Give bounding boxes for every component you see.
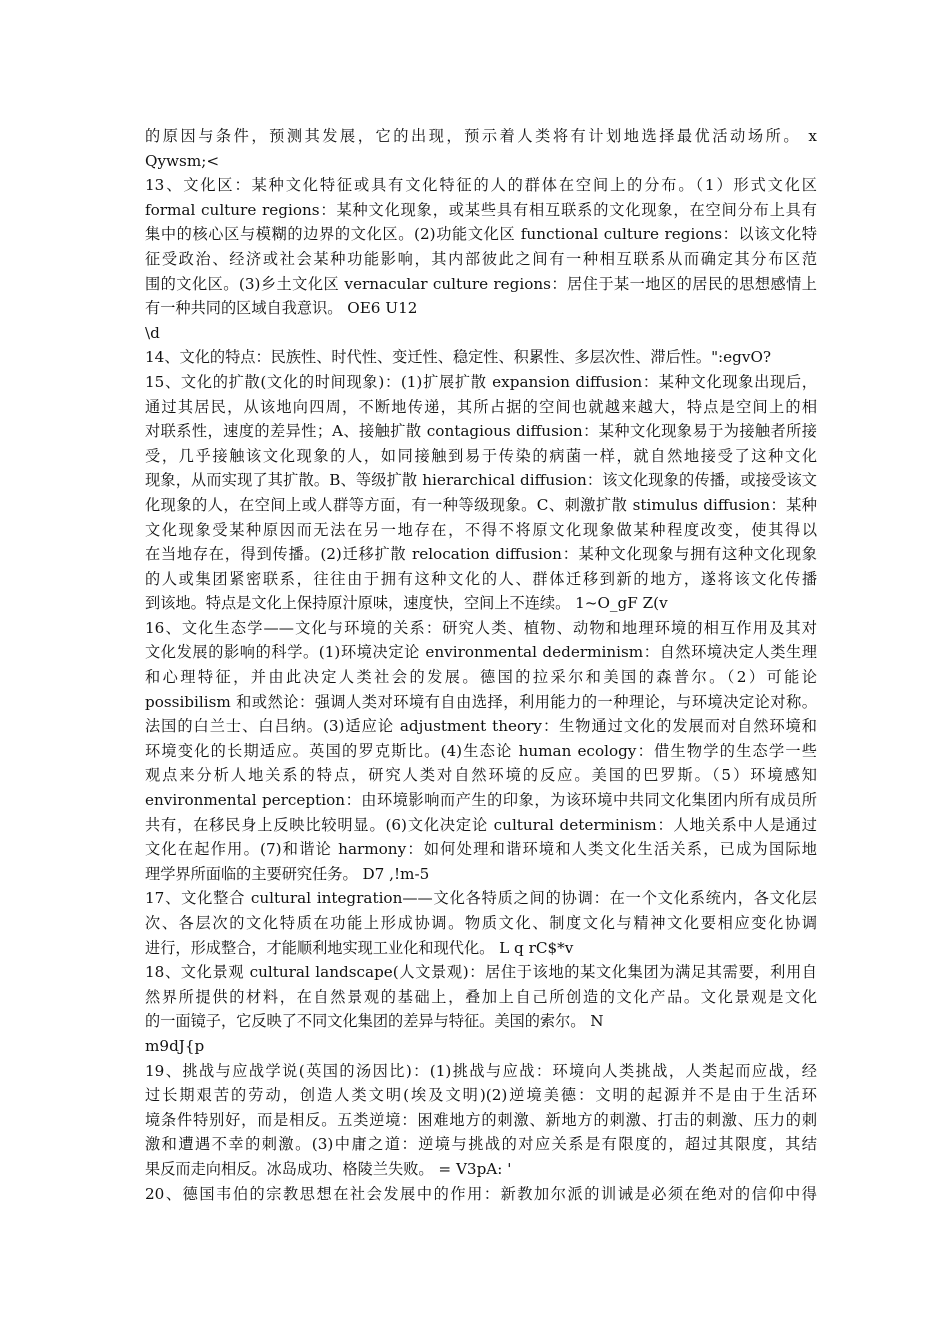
text-line: 文化在起作用。(7)和谐论 harmony：如何处理和谐环境和人类文化生活关系，已成为国际地	[145, 840, 817, 859]
text-line: \d	[145, 323, 160, 342]
text-line: 文化发展的影响的科学。(1)环境决定论 environmental dederminism：自然环境决定人类生理	[145, 643, 817, 662]
text-line: 果反而走向相反。冰岛成功、格陵兰失败。 = V3pA: '	[145, 1159, 512, 1178]
text-line: Qywsm;<	[145, 151, 220, 170]
text-line: 16、文化生态学——文化与环境的关系：研究人类、植物、动物和地理环境的相互作用及其对	[145, 618, 817, 637]
text-line: 观点来分析人地关系的特点，研究人类对自然环境的反应。美国的巴罗斯。（5）环境感知	[145, 766, 817, 785]
text-line: m9dJ{p	[145, 1036, 205, 1055]
text-line: 的人或集团紧密联系，往往由于拥有这种文化的人、群体迁移到新的地方，遂将该文化传播	[145, 569, 817, 588]
text-line: 14、文化的特点：民族性、时代性、变迁性、稳定性、积累性、多层次性、滞后性。":egvO?	[145, 348, 772, 367]
text-line: 13、文化区：某种文化特征或具有文化特征的人的群体在空间上的分布。（1）形式文化区	[145, 176, 817, 195]
text-line: 有一种共同的区域自我意识。 OE6 U12	[145, 299, 418, 318]
text-line: 到该地。特点是文化上保持原汁原味，速度快，空间上不连续。 1~O_gF Z(v	[145, 594, 668, 613]
text-line: 在当地存在，得到传播。(2)迁移扩散 relocation diffusion：某种文化现象与拥有这种文化现象	[145, 545, 817, 564]
text-line: 征受政治、经济或社会某种功能影响，其内部彼此之间有一种相互联系从而确定其分布区范	[145, 249, 817, 268]
text-line: 19、挑战与应战学说(英国的汤因比)：(1)挑战与应战：环境向人类挑战，人类起而应战，经	[145, 1061, 817, 1080]
text-line: 的原因与条件，预测其发展，它的出现，预示着人类将有计划地选择最优活动场所。 x	[145, 127, 817, 145]
text-line: 理学界所面临的主要研究任务。 D7 ,!m-5	[145, 864, 430, 883]
text-line: 围的文化区。(3)乡土文化区 vernacular culture regions：居住于某一地区的居民的思想感情上	[145, 274, 817, 293]
text-line: environmental perception：由环境影响而产生的印象，为该环境中共同文化集团内所有成员所	[145, 791, 817, 810]
text-line: 18、文化景观 cultural landscape(人文景观)：居住于该地的某文化集团为满足其需要，利用自	[145, 963, 817, 982]
text-line: 共有，在移民身上反映比较明显。(6)文化决定论 cultural determinism：人地关系中人是通过	[145, 815, 817, 834]
text-line: 现象，从而实现了其扩散。B、等级扩散 hierarchical diffusion：该文化现象的传播，或接受该文	[145, 471, 817, 490]
text-line: 集中的核心区与模糊的边界的文化区。(2)功能文化区 functional culture regions：以该文化特	[145, 225, 817, 244]
text-line: 的一面镜子，它反映了不同文化集团的差异与特征。美国的索尔。 N	[145, 1012, 604, 1031]
text-line: 环境变化的长期适应。英国的罗克斯比。(4)生态论 human ecology：借生物学的生态学一些	[145, 741, 817, 760]
text-line: 进行，形成整合，才能顺利地实现工业化和现代化。 L q rC$*v	[145, 938, 574, 957]
text-line: 然界所提供的材料，在自然景观的基础上，叠加上自己所创造的文化产品。文化景观是文化	[145, 987, 817, 1006]
text-line: 对联系性，速度的差异性；A、接触扩散 contagious diffusion：某种文化现象易于为接触者所接	[145, 422, 817, 441]
text-line: 境条件特别好，而是相反。五类逆境：困难地方的刺激、新地方的刺激、打击的刺激、压力的刺	[145, 1110, 817, 1129]
document-body	[145, 124, 817, 1206]
text-line: 文化现象受某种原因而无法在另一地存在，不得不将原文化现象做某种程度改变，使其得以	[145, 520, 817, 539]
text-line: 20、德国韦伯的宗教思想在社会发展中的作用：新教加尔派的训诫是必须在绝对的信仰中得	[145, 1184, 817, 1203]
text-line: 15、文化的扩散(文化的时间现象)：(1)扩展扩散 expansion diffusion：某种文化现象出现后，	[145, 372, 817, 391]
text-line: 17、文化整合 cultural integration——文化各特质之间的协调：在一个文化系统内，各文化层	[145, 889, 817, 908]
text-line: 次、各层次的文化特质在功能上形成协调。物质文化、制度文化与精神文化要相应变化协调	[145, 914, 817, 932]
text-line: possibilism 和或然论：强调人类对环境有自由选择，利用能力的一种理论，与环境决定论对称。	[145, 692, 817, 711]
text-line: 和心理特征，并由此决定人类社会的发展。德国的拉采尔和美国的森普尔。（2）可能论	[145, 668, 817, 687]
text-line: 化现象的人，在空间上或人群等方面，有一种等级现象。C、刺激扩散 stimulus diffusion：某种	[145, 495, 817, 514]
text-line: 激和遭遇不幸的刺激。(3)中庸之道：逆境与挑战的对应关系是有限度的，超过其限度，其结	[145, 1135, 817, 1154]
text-line: formal culture regions：某种文化现象，或某些具有相互联系的文化现象，在空间分布上具有	[145, 200, 817, 219]
text-line: 过长期艰苦的劳动，创造人类文明(埃及文明)(2)逆境美德：文明的起源并不是由于生活环	[145, 1086, 817, 1105]
text-line: 受，几乎接触该文化现象的人，如同接触到易于传染的病菌一样，就自然地接受了这种文化	[145, 446, 817, 465]
text-line: 法国的白兰士、白吕纳。(3)适应论 adjustment theory：生物通过文化的发展而对自然环境和	[145, 717, 817, 736]
text-line: 通过其居民，从该地向四周，不断地传递，其所占据的空间也就越来越大，特点是空间上的相	[145, 397, 817, 416]
